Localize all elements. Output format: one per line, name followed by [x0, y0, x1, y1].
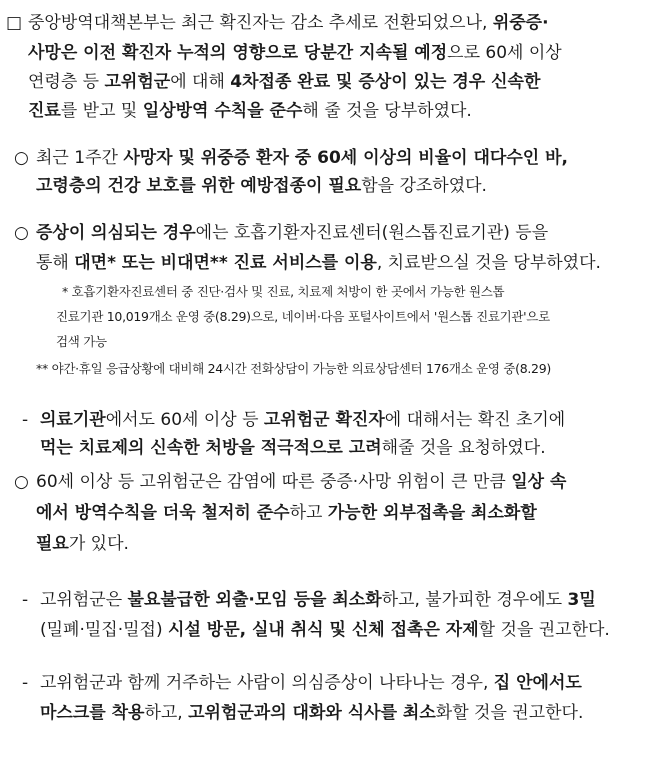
paragraph-5-line-3: 필요가 있다. — [36, 534, 129, 554]
dash-bullet-icon: - — [22, 410, 29, 430]
square-bullet-icon: □ — [6, 13, 23, 33]
paragraph-7-line-1: - 고위험군과 함께 거주하는 사람이 의심증상이 나타나는 경우, 집 안에서도 — [22, 673, 582, 693]
footnote-2: ** 야간·휴일 응급상황에 대비해 24시간 전화상담이 가능한 의료상담센터 176개소 운영 중(8.29) — [36, 361, 551, 376]
circle-bullet-icon: ○ — [14, 472, 29, 492]
dash-bullet-icon: - — [22, 590, 29, 610]
paragraph-5-line-2: 에서 방역수칙을 더욱 철저히 준수하고 가능한 외부접촉을 최소화할 — [36, 503, 537, 523]
paragraph-6-line-2: (밀폐·밀집·밀접) 시설 방문, 실내 취식 및 신체 접촉은 자제할 것을 권고한다. — [40, 620, 610, 640]
paragraph-1-line-3: 연령층 등 고위험군에 대해 4차접종 완료 및 증상이 있는 경우 신속한 — [28, 72, 541, 92]
paragraph-4-line-1: - 의료기관에서도 60세 이상 등 고위험군 확진자에 대해서는 확진 초기에 — [22, 410, 566, 430]
paragraph-3-line-1: ○ 증상이 의심되는 경우에는 호흡기환자진료센터(원스톱진료기관) 등을 — [14, 223, 549, 243]
dash-bullet-icon: - — [22, 673, 29, 693]
paragraph-3-line-2: 통해 대면* 또는 비대면** 진료 서비스를 이용, 치료받으실 것을 당부하였다. — [36, 253, 601, 273]
paragraph-1-line-2: 사망은 이전 확진자 누적의 영향으로 당분간 지속될 예정으로 60세 이상 — [28, 43, 562, 63]
paragraph-1-line-1: □ 중앙방역대책본부는 최근 확진자는 감소 추세로 전환되었으나, 위중증· — [6, 13, 549, 33]
circle-bullet-icon: ○ — [14, 223, 29, 243]
paragraph-2-line-1: ○ 최근 1주간 사망자 및 위중증 환자 중 60세 이상의 비율이 대다수인 바, — [14, 148, 568, 168]
paragraph-1-line-4: 진료를 받고 및 일상방역 수칙을 준수해 줄 것을 당부하였다. — [28, 101, 472, 121]
footnote-1-line-2: 진료기관 10,019개소 운영 중(8.29)으로, 네이버·다음 포털사이트에서 '원스톱 진료기관'으로 — [56, 309, 550, 324]
paragraph-7-line-2: 마스크를 착용하고, 고위험군과의 대화와 식사를 최소화할 것을 권고한다. — [40, 703, 584, 723]
paragraph-6-line-1: - 고위험군은 불요불급한 외출·모임 등을 최소화하고, 불가피한 경우에도 3밀 — [22, 590, 596, 610]
paragraph-2-line-2: 고령층의 건강 보호를 위한 예방접종이 필요함을 강조하였다. — [36, 176, 487, 196]
paragraph-5-line-1: ○ 60세 이상 등 고위험군은 감염에 따른 중증·사망 위험이 큰 만큼 일상 속 — [14, 472, 567, 492]
footnote-1-line-1: * 호흡기환자진료센터 중 진단·검사 및 진료, 치료제 처방이 한 곳에서 가능한 원스톱 — [62, 284, 505, 299]
circle-bullet-icon: ○ — [14, 148, 29, 168]
paragraph-4-line-2: 먹는 치료제의 신속한 처방을 적극적으로 고려해줄 것을 요청하였다. — [40, 438, 546, 458]
footnote-1-line-3: 검색 가능 — [56, 334, 107, 349]
